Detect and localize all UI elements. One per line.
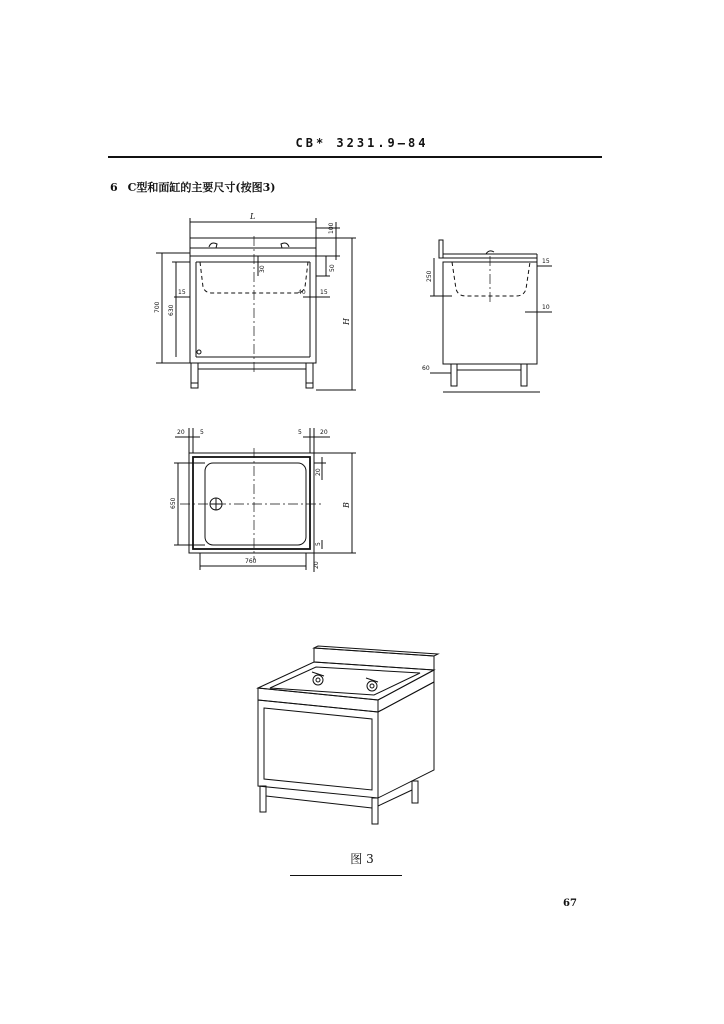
section-title: C型和面缸的主要尺寸(按图3) — [127, 181, 276, 194]
dim-20-tr: 20 — [320, 429, 328, 436]
side-view-drawing — [422, 240, 552, 392]
dim-700: 700 — [154, 301, 161, 313]
iso-front-face — [258, 700, 378, 798]
dim-15-right: 15 — [320, 289, 328, 296]
plan-outline — [189, 453, 314, 553]
front-leg-right — [306, 363, 313, 383]
dim-L: L — [250, 212, 256, 221]
side-basin-outline — [452, 262, 530, 296]
dim-10: 10 — [542, 304, 550, 311]
dim-5-tr: 5 — [298, 429, 302, 436]
dim-B: B — [342, 502, 351, 508]
standard-code-header: CB* 3231.9—84 — [295, 136, 429, 150]
dim-5-tl: 5 — [200, 429, 204, 436]
isometric-cabinet-illustration — [258, 646, 438, 824]
dim-40: 40 — [298, 289, 306, 296]
iso-leg-back-right — [412, 781, 418, 803]
dim-20-right: 20 — [315, 468, 322, 476]
iso-leg-front-right — [372, 798, 378, 824]
section-number: 6 — [110, 181, 118, 194]
dim-15-side: 15 — [542, 258, 550, 265]
front-leg-left — [191, 363, 198, 383]
dim-15-left: 15 — [178, 289, 186, 296]
page-number: 67 — [563, 898, 577, 909]
side-backsplash — [439, 240, 443, 258]
dim-H: H — [342, 318, 351, 325]
caption-rule — [290, 875, 402, 876]
dim-20-tl: 20 — [177, 429, 185, 436]
side-leg-back — [521, 364, 527, 386]
dim-100: 100 — [328, 222, 335, 234]
iso-leg-front-left — [260, 786, 266, 812]
dim-60: 60 — [422, 365, 430, 372]
front-view-drawing — [154, 212, 356, 390]
dim-760: 760 — [245, 558, 257, 565]
front-cabinet-body — [190, 256, 316, 363]
side-leg-front — [451, 364, 457, 386]
dim-30: 30 — [259, 265, 266, 273]
figure-caption: 图 3 — [350, 852, 374, 866]
iso-fixture-left-icon — [313, 675, 323, 685]
front-faucet-right — [281, 243, 289, 248]
dim-250: 250 — [426, 270, 433, 282]
front-top-slab — [190, 238, 316, 256]
dim-50: 50 — [329, 264, 336, 272]
iso-side-face — [378, 682, 434, 798]
dim-20-bottom: 20 — [313, 561, 320, 569]
front-faucet-left — [209, 243, 217, 248]
dim-650: 650 — [170, 497, 177, 509]
dim-5-right: 5 — [315, 542, 322, 546]
iso-fixture-right-icon — [367, 681, 377, 691]
plan-view-drawing — [170, 428, 356, 572]
dim-630: 630 — [168, 304, 175, 316]
